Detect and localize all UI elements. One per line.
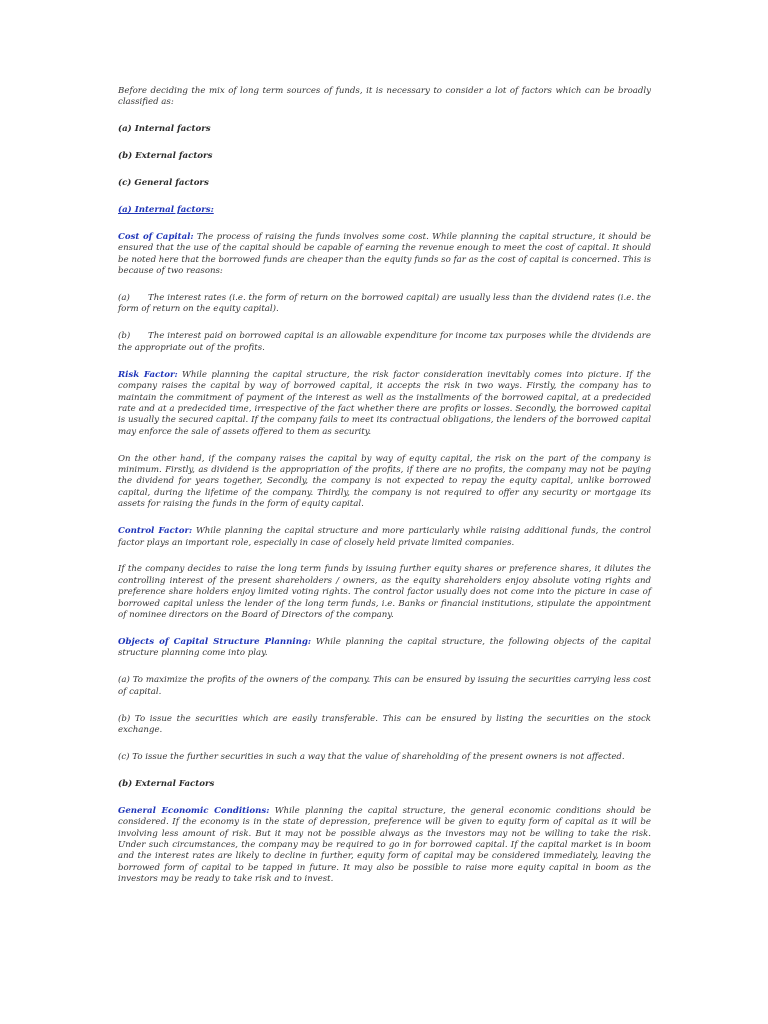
list-item-general-factors: (c) General factors — [118, 178, 209, 189]
object-a-paragraph: (a) To maximize the profits of the owners of the company. This can be ensured by issuing the securities carrying less cost of capital. — [118, 675, 651, 697]
internal-factors-link[interactable]: (a) Internal factors: — [118, 205, 214, 216]
risk-factor-label: Risk Factor: — [118, 369, 178, 380]
cost-of-capital-label: Cost of Capital: — [118, 231, 194, 242]
reason-a-text: The interest rates (i.e. the form of return on the borrowed capital) are usually less than the dividend rates (i.e. the form of return on the equity capital). — [118, 293, 651, 315]
general-economic-label: General Economic Conditions: — [118, 805, 270, 816]
reason-a-paragraph — [118, 293, 651, 316]
objects-text: While planning the capital structure, the following objects of the capital structure planning come into play. — [118, 637, 652, 659]
internal-factors-heading — [118, 205, 651, 216]
cost-of-capital-text: The process of raising the funds involves some cost. While planning the capital structure, it should be ensured that the use of the capital should be capable of earning the revenue enough to meet the cost of capital. It should be noted here that the borrowed funds are cheaper than the equity funds so far as the cost of capital is concerned. This is because of two reasons: — [118, 231, 651, 277]
list-item-external-factors: (b) External factors — [118, 151, 213, 162]
reason-b-marker: (b) — [118, 331, 131, 342]
reason-b-paragraph — [118, 331, 651, 354]
general-economic-text: While planning the capital structure, the general economic conditions should be considered. If the economy is in the state of depression, preference will be given to equity form of capital as it will be involving less amount of risk. But it may not be possible always as the investors may not be willing to take the risk. Under such circumstances, the company may be required to go in for borrowed capital. If the capital market is in boom and the interest rates are likely to decline in further, equity form of capital may be considered immediately, leaving the borrowed form of capital to be tapped in future. It may also be possible to raise more equity capital in boom as the investors may be ready to take risk and to invest. — [118, 805, 651, 885]
risk-factor-text: While planning the capital structure, the risk factor consideration inevitably comes into picture. If the company raises the capital by way of borrowed capital, it accepts the risk in two ways. Firstly, the company has to maintain the commitment of payment of the interest as well as the installments of the borrowed capital, at a predecided rate and at a predecided time, irrespective of the fact whether there are profits or losses. Secondly, the borrowed capital is usually the secured capital. If the company fails to meet its contractual obligations, the lenders of the borrowed capital may enforce the sale of assets offered to them as security. — [118, 369, 651, 437]
external-factors-heading: (b) External Factors — [118, 778, 215, 789]
object-c-paragraph: (c) To issue the further securities in such a way that the value of shareholding of the present owners is not affected. — [118, 751, 625, 762]
control-factor-label: Control Factor: — [118, 526, 193, 537]
control-other-paragraph: If the company decides to raise the long term funds by issuing further equity shares or preference shares, it dilutes the controlling interest of the present shareholders / owners, as the equity shareholders enjoy absolute voting rights and preference share holders enjoy limited voting rights. The control factor usually does not come into the picture in case of borrowed capital unless the lender of the long term funds, i.e. Banks or financial institutions, stipulate the appointment of nominee directors on the Board of Directors of the company. — [118, 564, 651, 621]
document-page — [118, 86, 651, 901]
control-factor-paragraph — [118, 526, 651, 549]
general-economic-paragraph — [118, 806, 651, 886]
control-factor-text: While planning the capital structure and more particularly while raising additional funds, the control factor plays an important role, especially in case of closely held private limited companies. — [118, 526, 652, 548]
cost-of-capital-paragraph — [118, 232, 651, 278]
objects-paragraph — [118, 637, 651, 660]
list-item-internal-factors: (a) Internal factors — [118, 124, 211, 135]
objects-label: Objects of Capital Structure Planning: — [118, 637, 312, 647]
object-b-paragraph: (b) To issue the securities which are easily transferable. This can be ensured by listing the securities on the stock exchange. — [118, 713, 651, 736]
risk-factor-paragraph — [118, 370, 651, 438]
risk-other-paragraph: On the other hand, if the company raises the capital by way of equity capital, the risk on the part of the company is minimum. Firstly, as dividend is the appropriation of the profits, if there are no profits, the company may not be paying the dividend for years together, Secondly, the company is not expected to repay the equity capital, unlike borrowed capital, during the lifetime of the company. Thirdly, the company is not required to offer any security or mortgage its assets for raising the funds in the form of equity capital. — [118, 453, 651, 510]
reason-a-marker: (a) — [118, 293, 130, 304]
intro-paragraph: Before deciding the mix of long term sources of funds, it is necessary to consider a lot of factors which can be broadly classified as: — [118, 86, 651, 108]
reason-b-text: The interest paid on borrowed capital is an allowable expenditure for income tax purposes while the dividends are the appropriate out of the profits. — [118, 331, 651, 353]
